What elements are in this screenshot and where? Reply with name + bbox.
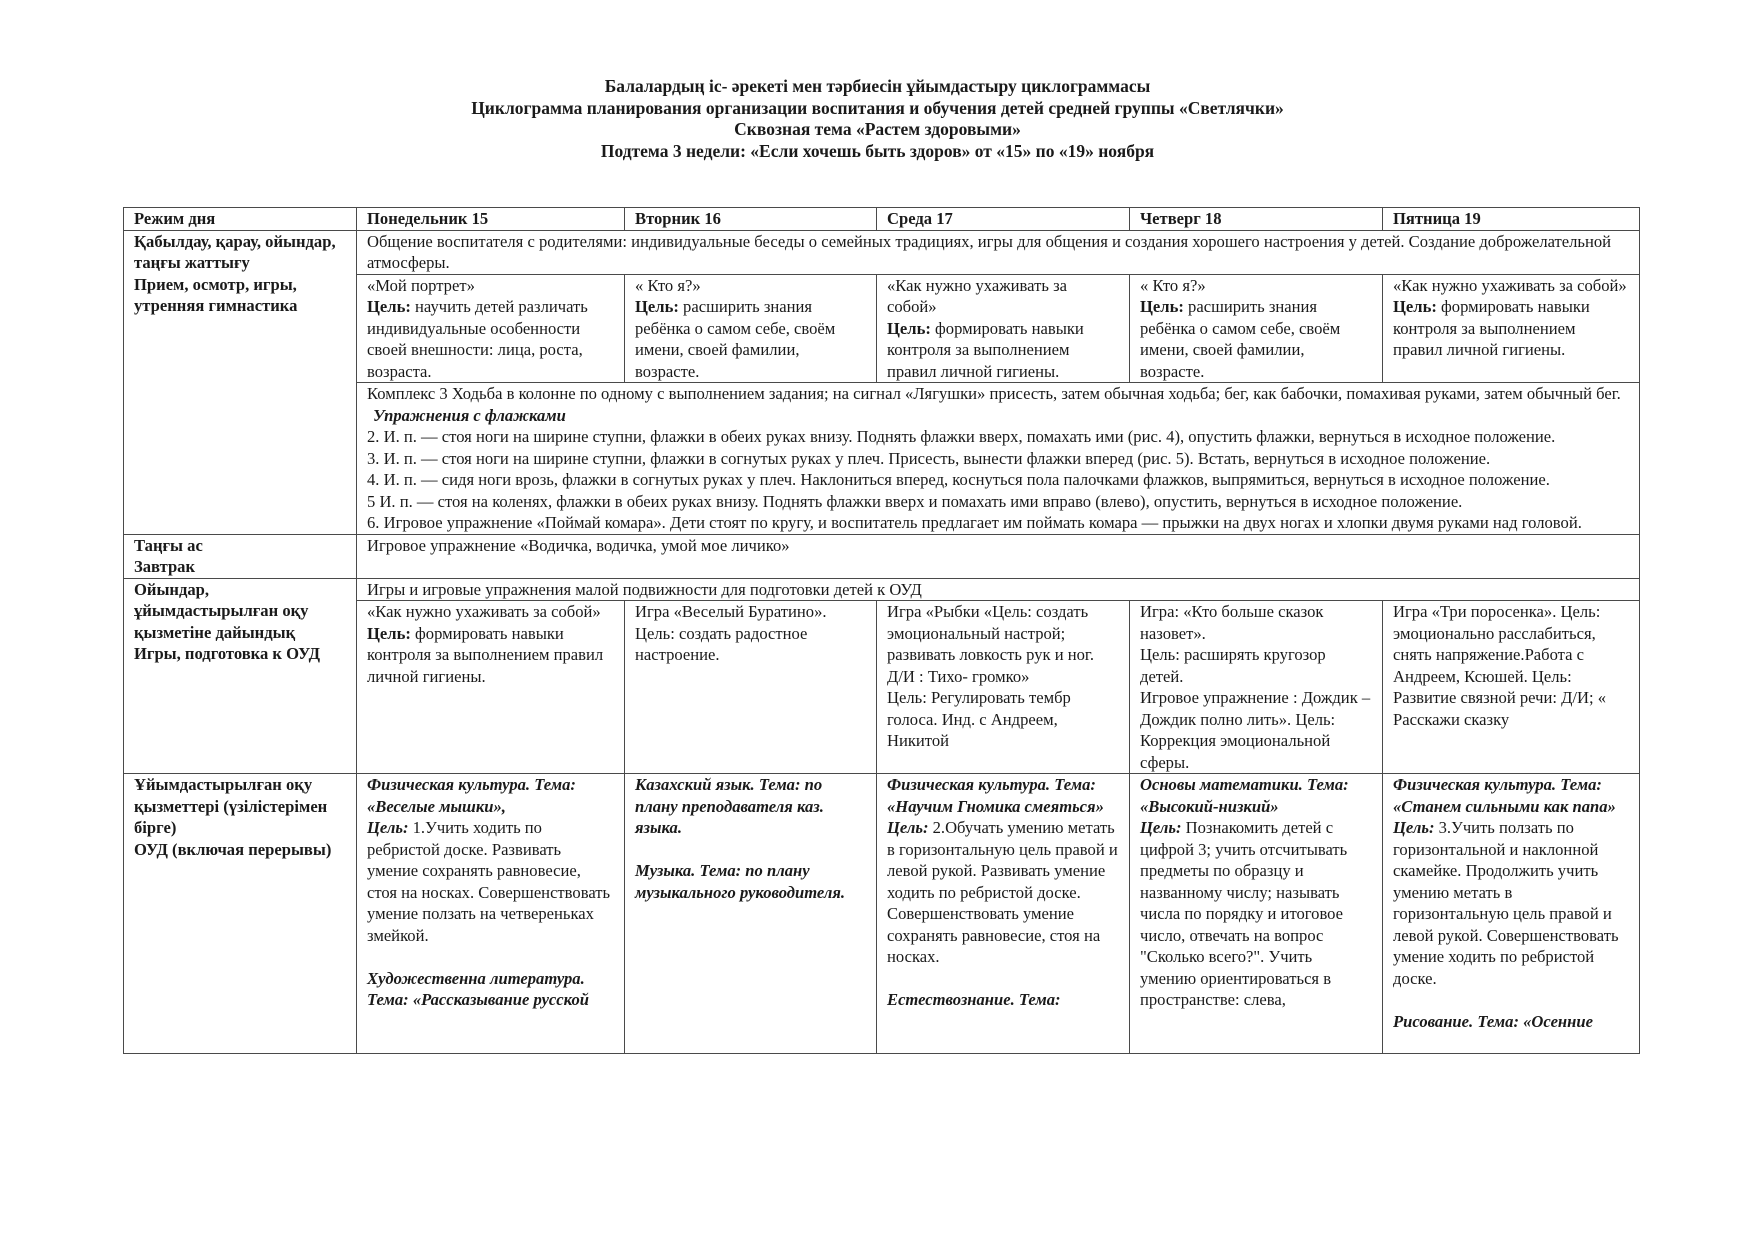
reception-wednesday bbox=[877, 274, 1130, 383]
goal-label: Цель: bbox=[887, 318, 931, 338]
goal-label: Цель: bbox=[1140, 297, 1184, 316]
reception-friday-title: «Как нужно ухаживать за собой» bbox=[1393, 275, 1627, 295]
gym-item: 4. И. п. — сидя ноги врозь, флажки в согнутых руках у плеч. Наклониться вперед, коснуться пола палочками флажков, выпрямиться, вернуться в исходное положение. bbox=[367, 470, 1550, 489]
document-title-block bbox=[0, 76, 1755, 162]
reception-tuesday-title: « Кто я?» bbox=[635, 275, 701, 295]
oud-wednesday-title: Физическая культура. Тема: «Научим Гномика смеяться» bbox=[887, 775, 1104, 816]
goal-text: формировать навыки контроля за выполнением правил личной гигиены. bbox=[887, 318, 1084, 381]
goal-text: расширить знания ребёнка о самом себе, своём имени, своей фамилии, возрасте. bbox=[635, 297, 836, 381]
reception-wednesday-goal bbox=[887, 318, 1119, 383]
games-label bbox=[124, 578, 357, 774]
gym-item: 2. И. п. — стоя ноги на ширине ступни, флажки в обеих руках внизу. Поднять флажки вверх, помахать ими (рис. 4), опустить флажки, вернуться в исходное положение. bbox=[367, 427, 1556, 446]
games-row-common bbox=[124, 578, 1640, 601]
reception-monday-title: «Мой портрет» bbox=[367, 275, 475, 295]
oud-monday-next: Художественна литература. Тема: «Рассказывание русской bbox=[367, 968, 589, 1009]
title-ru: Циклограмма планирования организации воспитания и обучения детей средней группы «Светлячки» bbox=[471, 97, 1284, 118]
goal-text: 2.Обучать умению метать в горизонтальную цель правой и левой рукой. Развивать умение ходить по ребристой доске. Совершенствовать умение сохранять равновесие, стоя на носках. bbox=[887, 818, 1118, 966]
gym-item: 5 И. п. — стоя на коленях, флажки в обеих руках внизу. Поднять флажки вверх и помахать ими вправо (влево), опустить, вернуться в исходное положение. bbox=[367, 491, 1463, 511]
breakfast-label bbox=[124, 534, 357, 578]
oud-wednesday-next: Естествознание. Тема: bbox=[887, 990, 1061, 1009]
reception-thursday bbox=[1130, 274, 1383, 383]
goal-text: расширить знания ребёнка о самом себе, своём имени, своей фамилии, возрасте. bbox=[1140, 297, 1341, 381]
header-wednesday: Среда 17 bbox=[877, 208, 1130, 231]
gym-heading: Упражнения с флажками bbox=[373, 405, 566, 425]
breakfast-label-kz: Таңғы ас bbox=[134, 535, 203, 555]
oud-tuesday-next: Музыка. Тема: по плану музыкального руководителя. bbox=[635, 861, 846, 902]
header-monday: Понедельник 15 bbox=[357, 208, 625, 231]
oud-friday-title: Физическая культура. Тема: «Станем сильными как папа» bbox=[1393, 775, 1616, 816]
games-friday: Игра «Три поросенка». Цель: эмоционально расслабиться, снять напряжение.Работа с Андреем, Ксюшей. Цель: Развитие связной речи: Д/И; « Расскажи сказку bbox=[1383, 601, 1640, 774]
goal-label: Цель: bbox=[1393, 297, 1437, 316]
reception-thursday-goal bbox=[1140, 296, 1372, 382]
subtheme: Подтема 3 недели: «Если хочешь быть здоров» от «15» по «19» ноября bbox=[600, 140, 1155, 161]
games-thursday: Игра: «Кто больше сказок назовет». Цель: расширять кругозор детей. Игровое упражнение : Дождик – Дождик полно лить». Цель: Коррекция эмоциональной сферы. bbox=[1130, 601, 1383, 774]
oud-friday bbox=[1383, 774, 1640, 1054]
header-thursday: Четверг 18 bbox=[1130, 208, 1383, 231]
cyclogram-table bbox=[123, 207, 1640, 1054]
oud-monday-title: Физическая культура. Тема: «Веселые мышки», bbox=[367, 775, 576, 816]
goal-label: Цель: bbox=[367, 623, 411, 643]
oud-tuesday-title: Казахский язык. Тема: по плану преподавателя каз. языка. bbox=[635, 775, 824, 837]
reception-monday-goal bbox=[367, 296, 614, 382]
oud-wednesday bbox=[877, 774, 1130, 1054]
breakfast-label-ru: Завтрак bbox=[134, 557, 196, 576]
reception-label-kz: Қабылдау, қарау, ойындар, таңғы жаттығу bbox=[134, 231, 336, 272]
games-monday-goal bbox=[367, 623, 614, 688]
reception-tuesday-goal bbox=[635, 296, 866, 382]
reception-label-ru: Прием, осмотр, игры, утренняя гимнастика bbox=[134, 274, 298, 315]
reception-wednesday-title: «Как нужно ухаживать за собой» bbox=[887, 275, 1067, 316]
goal-label: Цель: bbox=[367, 297, 411, 316]
goal-label: Цель: bbox=[887, 818, 929, 837]
reception-thursday-title: « Кто я?» bbox=[1140, 275, 1206, 295]
reception-label bbox=[124, 230, 357, 534]
goal-label: Цель: bbox=[1140, 818, 1182, 837]
games-common-text: Игры и игровые упражнения малой подвижности для подготовки детей к ОУД bbox=[357, 578, 1640, 601]
oud-wednesday-goal bbox=[887, 817, 1119, 968]
oud-row bbox=[124, 774, 1640, 1054]
goal-label: Цель: bbox=[1393, 818, 1435, 837]
goal-text: Познакомить детей с цифрой 3; учить отсчитывать предметы по образцу и названному числу; называть числа по порядку и итоговое число, отвечать на вопрос "Сколько всего?". Учить умению ориентироваться в пространстве: слева, bbox=[1140, 818, 1348, 1009]
title-kz: Балалардың іс- әрекеті мен тәрбиесін ұйымдастыру циклограммасы bbox=[604, 76, 1151, 96]
reception-monday bbox=[357, 274, 625, 383]
header-row bbox=[124, 208, 1640, 231]
reception-friday bbox=[1383, 274, 1640, 383]
goal-label: Цель: bbox=[367, 818, 409, 837]
header-friday: Пятница 19 bbox=[1383, 208, 1640, 231]
games-tuesday: Игра «Веселый Буратино». Цель: создать радостное настроение. bbox=[625, 601, 877, 774]
oud-label-ru: ОУД (включая перерывы) bbox=[134, 839, 332, 859]
games-monday bbox=[357, 601, 625, 774]
header-regime: Режим дня bbox=[124, 208, 357, 231]
goal-text: 1.Учить ходить по ребристой доске. Развивать умение сохранять равновесие, стоя на носках. Совершенствовать умение ползать на четвереньках змейкой. bbox=[367, 818, 611, 945]
reception-friday-goal bbox=[1393, 296, 1629, 361]
oud-friday-next: Рисование. Тема: «Осенние bbox=[1393, 1011, 1593, 1031]
through-theme: Сквозная тема «Растем здоровыми» bbox=[734, 119, 1021, 139]
goal-text: формировать навыки контроля за выполнением правил личной гигиены. bbox=[367, 623, 604, 686]
gym-item: 6. Игровое упражнение «Поймай комара». Дети стоят по кругу, и воспитатель предлагает им поймать комара — прыжки на двух ногах и хлопки двумя руками над головой. bbox=[367, 513, 1582, 532]
breakfast-row bbox=[124, 534, 1640, 578]
gym-intro: Комплекс 3 Ходьба в колонне по одному с выполнением задания; на сигнал «Лягушки» присесть, затем обычная ходьба; бег, как бабочки, помахивая руками, затем обычный бег. bbox=[367, 384, 1621, 403]
goal-text: формировать навыки контроля за выполнением правил личной гигиены. bbox=[1393, 297, 1590, 359]
oud-tuesday bbox=[625, 774, 877, 1054]
oud-monday-goal bbox=[367, 817, 614, 946]
reception-common-text: Общение воспитателя с родителями: индивидуальные беседы о семейных традициях, игры для общения и создания хорошего настроения у детей. Создание доброжелательной атмосферы. bbox=[357, 230, 1640, 274]
goal-label: Цель: bbox=[635, 297, 679, 316]
oud-monday bbox=[357, 774, 625, 1054]
gym-item: 3. И. п. — стоя ноги на ширине ступни, флажки в согнутых руках у плеч. Присесть, вынести флажки вперед (рис. 5). Встать, вернуться в исходное положение. bbox=[367, 448, 1491, 468]
breakfast-text: Игровое упражнение «Водичка, водичка, умой мое личико» bbox=[357, 534, 1640, 578]
oud-thursday bbox=[1130, 774, 1383, 1054]
games-monday-title: «Как нужно ухаживать за собой» bbox=[367, 602, 601, 621]
reception-tuesday bbox=[625, 274, 877, 383]
goal-text: научить детей различать индивидуальные особенности своей внешности: лица, роста, возраста. bbox=[367, 297, 588, 381]
oud-thursday-title: Основы математики. Тема: «Высокий-низкий» bbox=[1140, 775, 1349, 816]
reception-row-common bbox=[124, 230, 1640, 274]
header-tuesday: Вторник 16 bbox=[625, 208, 877, 231]
games-wednesday: Игра «Рыбки «Цель: создать эмоциональный настрой; развивать ловкость рук и ног. Д/И : Тихо- громко» Цель: Регулировать тембр голоса. Инд. с Андреем, Никитой bbox=[877, 601, 1130, 774]
games-label-kz: Ойындар, ұйымдастырылған оқу қызметіне дайындық bbox=[134, 579, 309, 642]
morning-gymnastics bbox=[357, 383, 1640, 535]
oud-label-kz: Ұйымдастырылған оқу қызметтері (үзілістерімен бірге) bbox=[134, 775, 328, 837]
goal-text: 3.Учить ползать по горизонтальной и наклонной скамейке. Продолжить учить умению метать в горизонтальную цель правой и левой рукой. Совершенствовать умение ходить по ребристой доске. bbox=[1393, 818, 1619, 988]
games-label-ru: Игры, подготовка к ОУД bbox=[134, 644, 321, 663]
oud-thursday-goal bbox=[1140, 817, 1372, 1011]
oud-label bbox=[124, 774, 357, 1054]
oud-friday-goal bbox=[1393, 817, 1629, 989]
